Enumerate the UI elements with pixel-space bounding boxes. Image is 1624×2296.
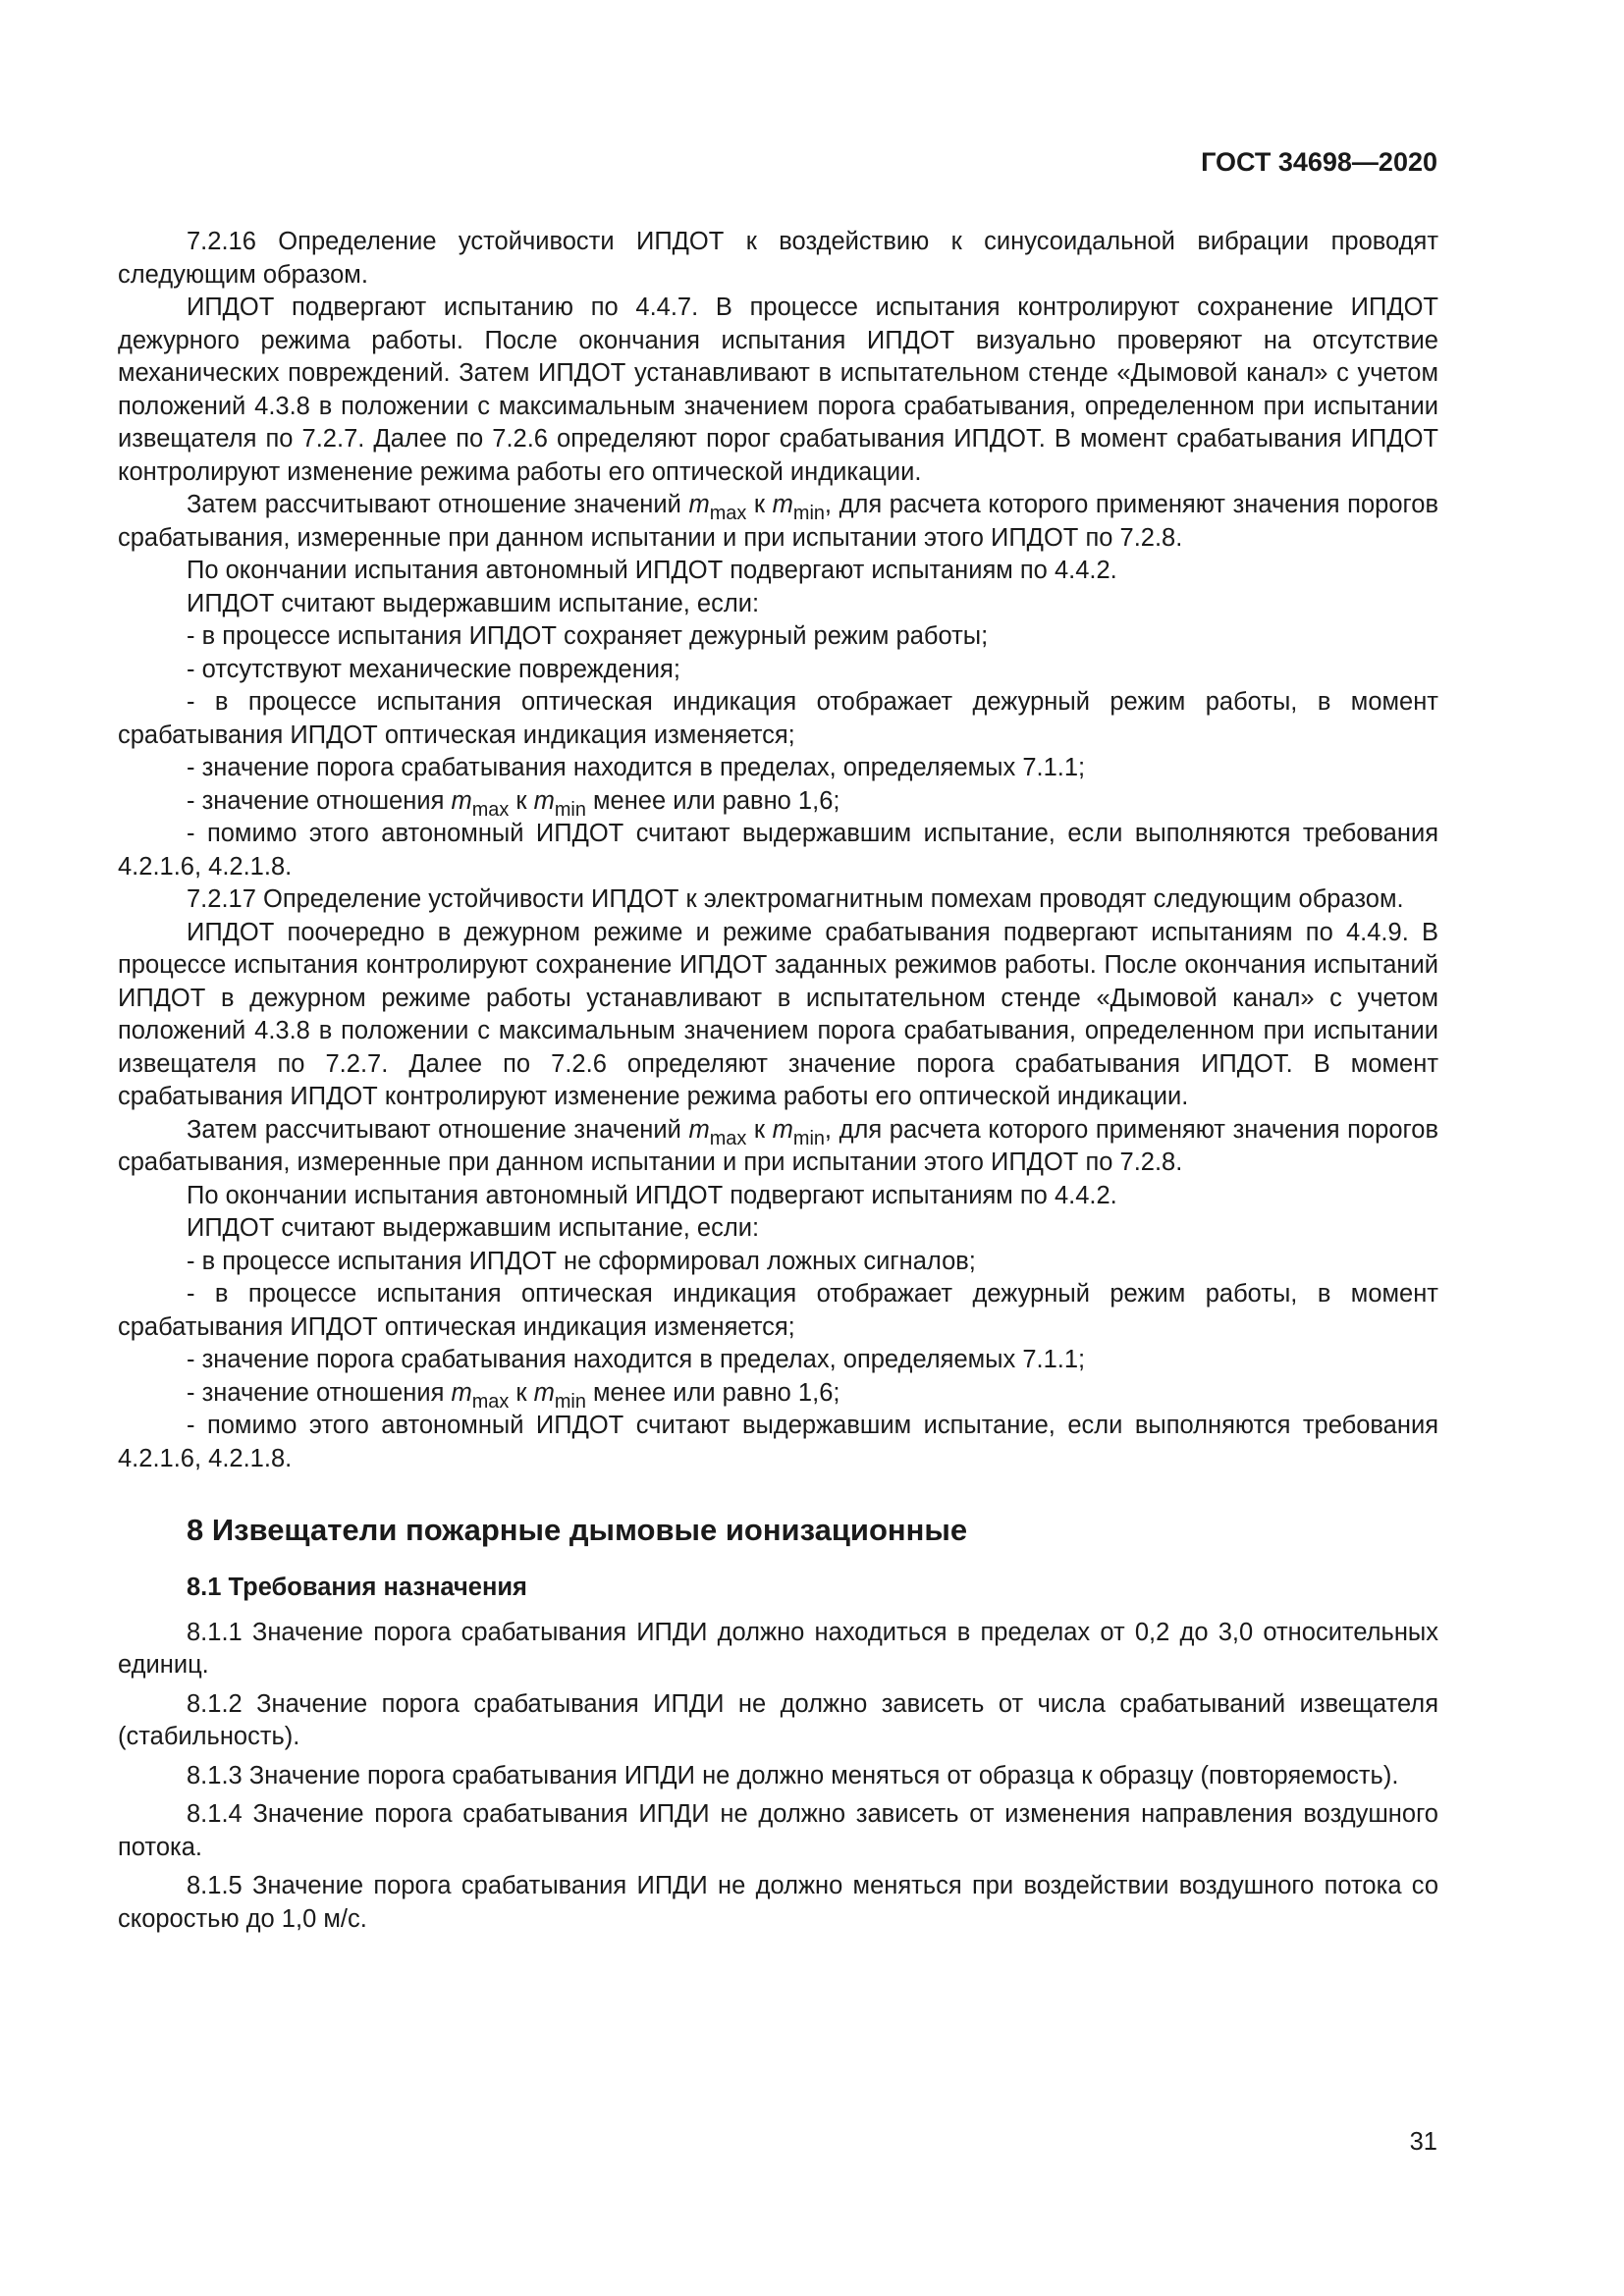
page-number: 31 xyxy=(1409,2128,1437,2156)
document-header: ГОСТ 34698—2020 xyxy=(1201,147,1437,177)
paragraph: 8.1.3 Значение порога срабатывания ИПДИ не должно меняться от образца к образцу (повторяемость). xyxy=(187,1761,1399,1789)
list-item: - в процессе испытания оптическая индикация отображает дежурный режим работы, в момент срабатывания ИПДОТ оптическая индикация изменяется; xyxy=(118,1280,1438,1341)
document-body xyxy=(118,226,1438,1936)
paragraph: По окончании испытания автономный ИПДОТ подвергают испытаниям по 4.4.2. xyxy=(187,557,1117,584)
paragraph: 7.2.17 Определение устойчивости ИПДОТ к электромагнитным помехам проводят следующим образом. xyxy=(187,885,1404,913)
list-item-ratio: - значение отношения $m_{max}$ к $m_{min}$ менее или равно 1,6; xyxy=(187,786,840,821)
paragraph: 8.1.2 Значение порога срабатывания ИПДИ не должно зависеть от числа срабатываний извещателя (стабильность). xyxy=(118,1689,1438,1750)
list-item: - помимо этого автономный ИПДОТ считают выдержавшим испытание, если выполняются требования 4.2.1.6, 4.2.1.8. xyxy=(118,820,1438,881)
subsection-heading: 8.1 Требования назначения xyxy=(187,1574,527,1601)
paragraph: ИПДОТ считают выдержавшим испытание, если: xyxy=(187,589,760,617)
paragraph: 8.1.5 Значение порога срабатывания ИПДИ не должно меняться при воздействии воздушного потока со скоростью до 1,0 м/с. xyxy=(118,1872,1438,1933)
section-heading: 8 Извещатели пожарные дымовые ионизационные xyxy=(187,1513,968,1547)
paragraph: 8.1.4 Значение порога срабатывания ИПДИ не должно зависеть от изменения направления воздушного потока. xyxy=(118,1800,1438,1861)
list-item: - значение порога срабатывания находится в пределах, определяемых 7.1.1; xyxy=(187,754,1086,781)
paragraph: 8.1.1 Значение порога срабатывания ИПДИ должно находиться в пределах от 0,2 до 3,0 относительных единиц. xyxy=(118,1618,1438,1679)
list-item: - в процессе испытания ИПДОТ сохраняет дежурный режим работы; xyxy=(187,622,989,650)
list-item: - помимо этого автономный ИПДОТ считают выдержавшим испытание, если выполняются требования 4.2.1.6, 4.2.1.8. xyxy=(118,1412,1438,1472)
list-item-ratio: - значение отношения $m_{max}$ к $m_{min}$ менее или равно 1,6; xyxy=(187,1378,840,1413)
paragraph: ИПДОТ подвергают испытанию по 4.4.7. В процессе испытания контролируют сохранение ИПДОТ дежурного режима работы. После окончания испытания ИПДОТ визуально проверяют на отсутствие механических повреждений. Затем ИПДОТ устанавливают в испытательном стенде «Дымовой канал» с учетом положений 4.3.8 в положении с максимальным значением порога срабатывания, определенном при испытании извещателя по 7.2.7. Далее по 7.2.6 определяют порог срабатывания ИПДОТ. В момент срабатывания ИПДОТ контролируют изменение режима работы его оптической индикации. xyxy=(118,294,1438,486)
paragraph: По окончании испытания автономный ИПДОТ подвергают испытаниям по 4.4.2. xyxy=(187,1181,1117,1209)
paragraph-ratio: Затем рассчитывают отношение значений $m_{max}$ к $m_{min}$, для расчета которого применяют значения порогов срабатывания, измеренные при данном испытании и при испытании этого ИПДОТ по 7.2.8. xyxy=(118,491,1439,552)
paragraph-ratio: Затем рассчитывают отношение значений $m_{max}$ к $m_{min}$, для расчета которого применяют значения порогов срабатывания, измеренные при данном испытании и при испытании этого ИПДОТ по 7.2.8. xyxy=(118,1115,1439,1176)
paragraph: ИПДОТ считают выдержавшим испытание, если: xyxy=(187,1214,760,1242)
list-item: - значение порога срабатывания находится в пределах, определяемых 7.1.1; xyxy=(187,1346,1086,1373)
list-item: - в процессе испытания оптическая индикация отображает дежурный режим работы, в момент срабатывания ИПДОТ оптическая индикация изменяется; xyxy=(118,688,1438,749)
list-item: - отсутствуют механические повреждения; xyxy=(187,655,680,683)
list-item: - в процессе испытания ИПДОТ не сформировал ложных сигналов; xyxy=(187,1247,976,1275)
paragraph: ИПДОТ поочередно в дежурном режиме и режиме срабатывания подвергают испытаниям по 4.4.9. В процессе испытания контролируют сохранение ИПДОТ заданных режимов работы. После окончания испытаний ИПДОТ в дежурном режиме работы устанавливают в испытательном стенде «Дымовой канал» с учетом положений 4.3.8 в положении с максимальным значением порога срабатывания, определенном при испытании извещателя по 7.2.7. Далее по 7.2.6 определяют значение порога срабатывания ИПДОТ. В момент срабатывания ИПДОТ контролируют изменение режима работы его оптической индикации. xyxy=(118,918,1438,1110)
paragraph: 7.2.16 Определение устойчивости ИПДОТ к воздействию к синусоидальной вибрации проводят следующим образом. xyxy=(118,228,1438,289)
